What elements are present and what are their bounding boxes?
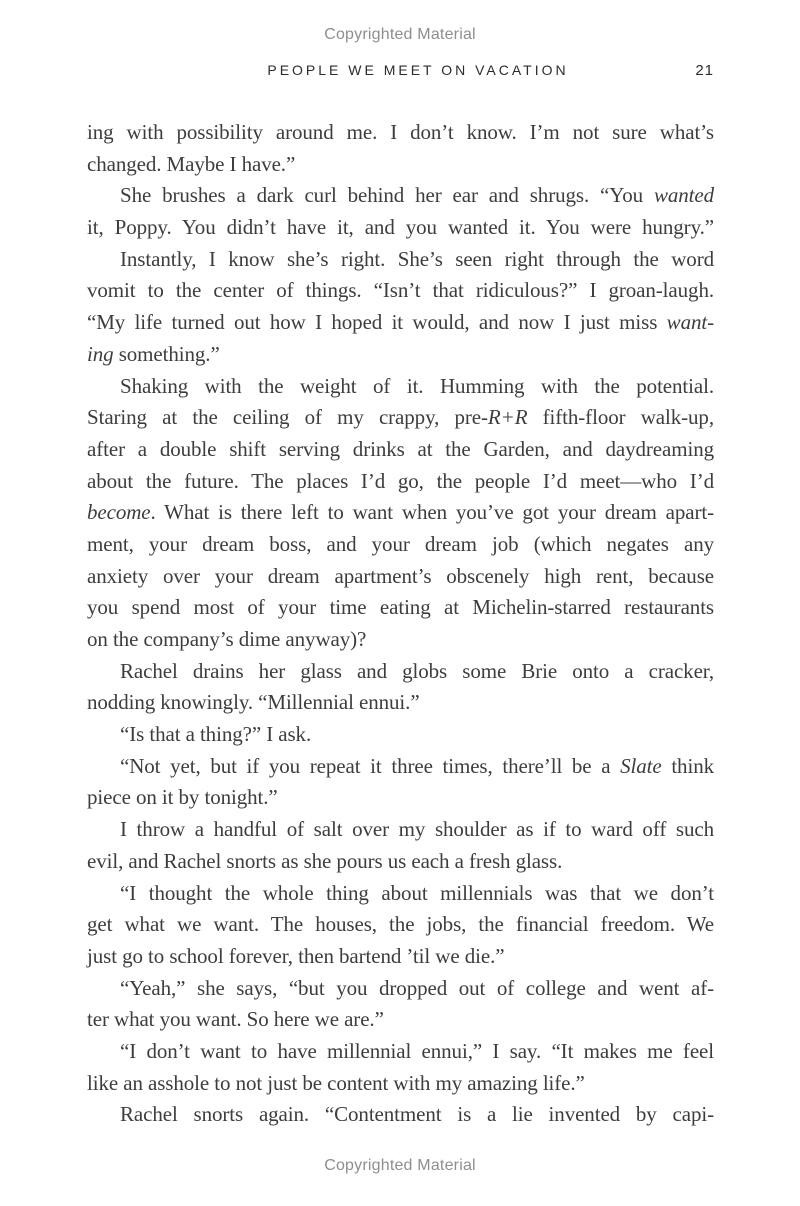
text-segment: evil, and Rachel snorts as she pours us each a fresh glass. — [87, 848, 563, 873]
text-segment: “Is that a thing?” I ask. — [120, 722, 312, 747]
text-segment: nodding knowingly. “Millennial ennui.” — [87, 690, 420, 715]
text-segment: something.” — [113, 341, 220, 366]
text-segment: Instantly, I know she’s right. She’s seen right through the word — [120, 246, 714, 271]
text-line — [87, 339, 714, 371]
text-segment: fifth-floor walk-up, — [527, 405, 714, 430]
text-segment: ter what you want. So here we are.” — [87, 1007, 384, 1032]
text-line — [87, 624, 714, 656]
text-segment: think — [661, 753, 714, 778]
text-segment: vomit to the center of things. “Isn’t that ridiculous?” I groan-laugh. — [87, 278, 714, 303]
text-line — [87, 497, 714, 529]
text-segment: ing with possibility around me. I don’t know. I’m not sure what’s — [87, 120, 714, 144]
italic-text-segment: wanted — [653, 183, 714, 208]
text-segment: on the company’s dime anyway)? — [87, 627, 367, 651]
text-line — [87, 402, 714, 434]
text-segment: I throw a handful of salt over my shoulder as if to ward off such — [120, 817, 714, 842]
text-segment: . What is there left to want when you’ve got your dream apart- — [150, 500, 714, 525]
text-line — [87, 180, 714, 212]
text-line — [87, 782, 714, 814]
text-segment: “My life turned out how I hoped it would, and now I just miss — [87, 310, 667, 335]
text-segment: just go to school forever, then bartend ’til we die.” — [87, 943, 505, 968]
text-line — [87, 466, 714, 498]
book-title-header: PEOPLE WE MEET ON VACATION — [267, 62, 569, 78]
italic-text-segment: ing — [87, 341, 114, 366]
text-segment: it, Poppy. You didn’t have it, and you wanted it. You were hungry.” — [87, 215, 714, 240]
text-line — [87, 878, 714, 910]
text-line — [87, 244, 714, 276]
text-line — [87, 212, 714, 244]
text-line — [87, 846, 714, 878]
running-header — [0, 62, 800, 82]
copyright-notice-bottom: Copyrighted Material — [324, 1157, 476, 1174]
text-line — [87, 371, 714, 403]
text-line — [87, 814, 714, 846]
text-segment: piece on it by tonight.” — [87, 785, 278, 810]
text-segment: She brushes a dark curl behind her ear and shrugs. “You — [120, 183, 654, 208]
text-segment: “Yeah,” she says, “but you dropped out of college and went af- — [120, 975, 714, 1000]
text-segment: changed. Maybe I have.” — [87, 151, 296, 176]
text-segment: after a double shift serving drinks at the Garden, and daydreaming — [87, 436, 714, 461]
text-line — [87, 909, 714, 941]
text-line — [87, 307, 714, 339]
text-line — [87, 1004, 714, 1036]
text-line — [87, 1099, 714, 1131]
body-text — [87, 117, 714, 1131]
italic-text-segment: become — [87, 500, 151, 525]
copyright-notice-top: Copyrighted Material — [324, 26, 476, 43]
text-line — [87, 1068, 714, 1100]
text-line — [87, 1036, 714, 1068]
text-line — [87, 941, 714, 973]
text-segment: about the future. The places I’d go, the people I’d meet—who I’d — [87, 468, 714, 493]
text-segment: “I don’t want to have millennial ennui,” I say. “It makes me feel — [120, 1038, 714, 1063]
text-line — [87, 149, 714, 181]
text-segment: ment, your dream boss, and your dream job (which negates any — [87, 531, 714, 556]
text-line — [87, 275, 714, 307]
text-segment: Shaking with the weight of it. Humming with the potential. — [120, 373, 714, 398]
text-segment: Rachel drains her glass and globs some Brie onto a cracker, — [120, 658, 714, 683]
text-segment: Rachel snorts again. “Contentment is a lie invented by capi- — [120, 1102, 714, 1127]
text-line — [87, 117, 714, 149]
text-segment: you spend most of your time eating at Michelin-starred restaurants — [87, 595, 714, 620]
text-segment: “Not yet, but if you repeat it three times, there’ll be a — [120, 753, 621, 778]
text-line — [87, 561, 714, 593]
italic-text-segment: R+R — [487, 405, 528, 430]
italic-text-segment: Slate — [620, 753, 662, 778]
text-segment: anxiety over your dream apartment’s obscenely high rent, because — [87, 563, 714, 588]
text-segment: Staring at the ceiling of my crappy, pre- — [87, 405, 488, 430]
page-number: 21 — [695, 62, 714, 79]
text-line — [87, 592, 714, 624]
text-line — [87, 434, 714, 466]
text-line — [87, 973, 714, 1005]
text-line — [87, 687, 714, 719]
text-line — [87, 656, 714, 688]
text-line — [87, 751, 714, 783]
text-line — [87, 529, 714, 561]
text-segment: like an asshole to not just be content with my amazing life.” — [87, 1070, 585, 1095]
italic-text-segment: want- — [666, 310, 714, 335]
text-segment: get what we want. The houses, the jobs, the financial freedom. We — [87, 912, 714, 937]
text-line — [87, 719, 714, 751]
text-segment: “I thought the whole thing about millennials was that we don’t — [120, 880, 714, 905]
